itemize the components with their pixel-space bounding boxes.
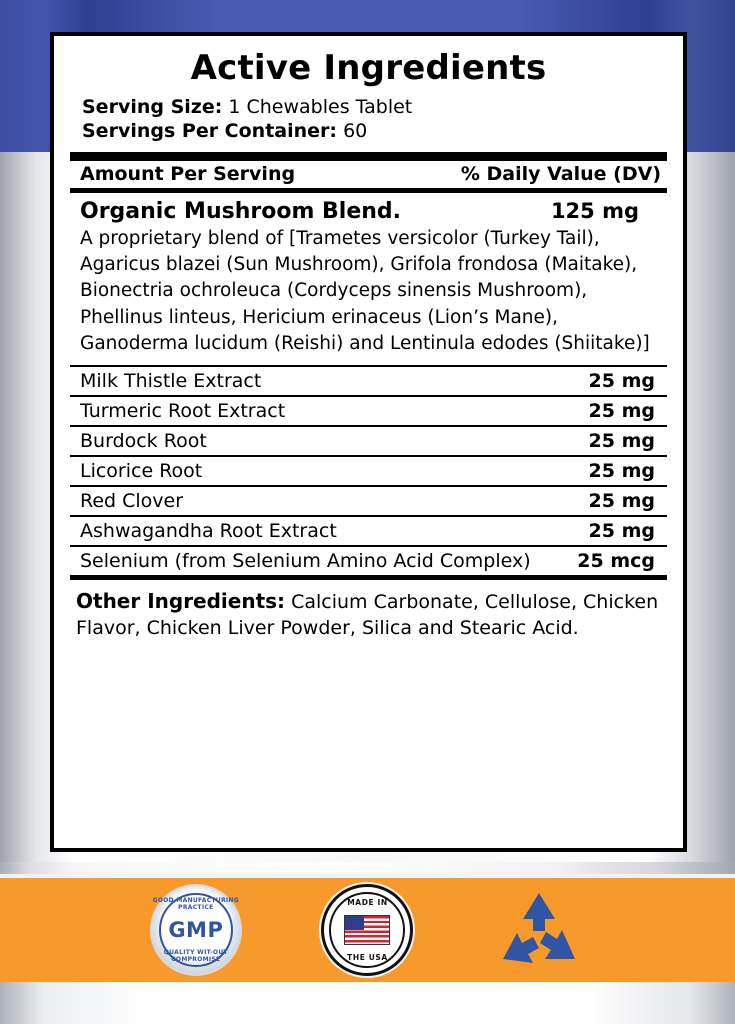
ingredient-amount: 25 mg bbox=[588, 460, 655, 483]
other-ingredients-label: Other Ingredients: bbox=[76, 589, 286, 614]
flag-canton bbox=[345, 916, 364, 930]
blend-name: Organic Mushroom Blend. bbox=[80, 198, 402, 224]
servings-per-container-line bbox=[82, 120, 667, 144]
made-in-usa-badge-icon bbox=[321, 884, 413, 976]
table-row bbox=[70, 517, 667, 545]
table-header-row bbox=[70, 161, 667, 188]
gmp-top-text: GOOD MANUFACTURING PRACTICE bbox=[152, 897, 239, 911]
ingredient-amount: 25 mg bbox=[588, 400, 655, 423]
page-title: Active Ingredients bbox=[190, 48, 547, 88]
gmp-word: GMP bbox=[168, 918, 224, 942]
ingredient-name: Milk Thistle Extract bbox=[80, 370, 262, 393]
blend-amount: 125 mg bbox=[550, 198, 639, 223]
table-row bbox=[70, 397, 667, 425]
ingredient-amount: 25 mg bbox=[588, 370, 655, 393]
ingredient-name: Selenium (from Selenium Amino Acid Complex) bbox=[80, 550, 531, 573]
ingredient-rows-container bbox=[70, 367, 667, 575]
gmp-badge-icon bbox=[150, 884, 242, 976]
ingredient-amount: 25 mg bbox=[588, 430, 655, 453]
other-ingredients-value: Calcium Carbonate, Cellulose, Chicken Flavor, Chicken Liver Powder, Silica and Stearic Acid. bbox=[76, 591, 659, 639]
table-row bbox=[70, 427, 667, 455]
usa-flag-icon bbox=[344, 915, 390, 945]
usa-bottom-text: THE USA bbox=[347, 953, 388, 962]
blend-heading-row bbox=[70, 193, 667, 224]
ingredient-amount: 25 mcg bbox=[577, 550, 655, 573]
servings-per-container-label: Servings Per Container: bbox=[82, 119, 338, 142]
gmp-bottom-text: QUALITY WIT-OUT COMPROMISE bbox=[163, 949, 228, 963]
ingredient-name: Red Clover bbox=[80, 490, 184, 513]
ingredient-amount: 25 mg bbox=[588, 490, 655, 513]
ingredient-name: Ashwagandha Root Extract bbox=[80, 520, 337, 543]
servings-per-container-value: 60 bbox=[343, 119, 368, 142]
serving-size-line bbox=[82, 96, 667, 120]
bottom-strip bbox=[0, 982, 735, 1024]
blend-description: A proprietary blend of [Trametes versicolor (Turkey Tail), Agaricus blazei (Sun Mushroom), Grifola frondosa (Maitake), Bionectria ochroleuca (Cordyceps sinensis Mushroom), Phellinus linteus, Hericium erinaceus (Lion’s Mane), Ganoderma lucidum (Reishi) and Lentinula edodes (Shiitake)] bbox=[80, 227, 650, 354]
ingredient-name: Burdock Root bbox=[80, 430, 207, 453]
usa-top-text: MADE IN bbox=[347, 898, 388, 907]
supplement-facts-panel bbox=[50, 32, 687, 852]
daily-value-header: % Daily Value (DV) bbox=[460, 162, 661, 185]
table-row bbox=[70, 547, 667, 575]
table-row bbox=[70, 487, 667, 515]
table-row bbox=[70, 457, 667, 485]
ingredient-name: Turmeric Root Extract bbox=[80, 400, 286, 423]
divider-thick-top bbox=[70, 152, 667, 161]
recycle-icon bbox=[493, 890, 585, 970]
serving-size-value: 1 Chewables Tablet bbox=[228, 96, 413, 118]
other-ingredients bbox=[70, 580, 667, 641]
amount-per-serving-header: Amount Per Serving bbox=[80, 162, 296, 185]
ingredient-amount: 25 mg bbox=[588, 520, 655, 543]
serving-size-label: Serving Size: bbox=[82, 96, 223, 118]
certification-badges bbox=[0, 884, 735, 976]
table-row bbox=[70, 367, 667, 395]
ingredient-name: Licorice Root bbox=[80, 460, 203, 483]
